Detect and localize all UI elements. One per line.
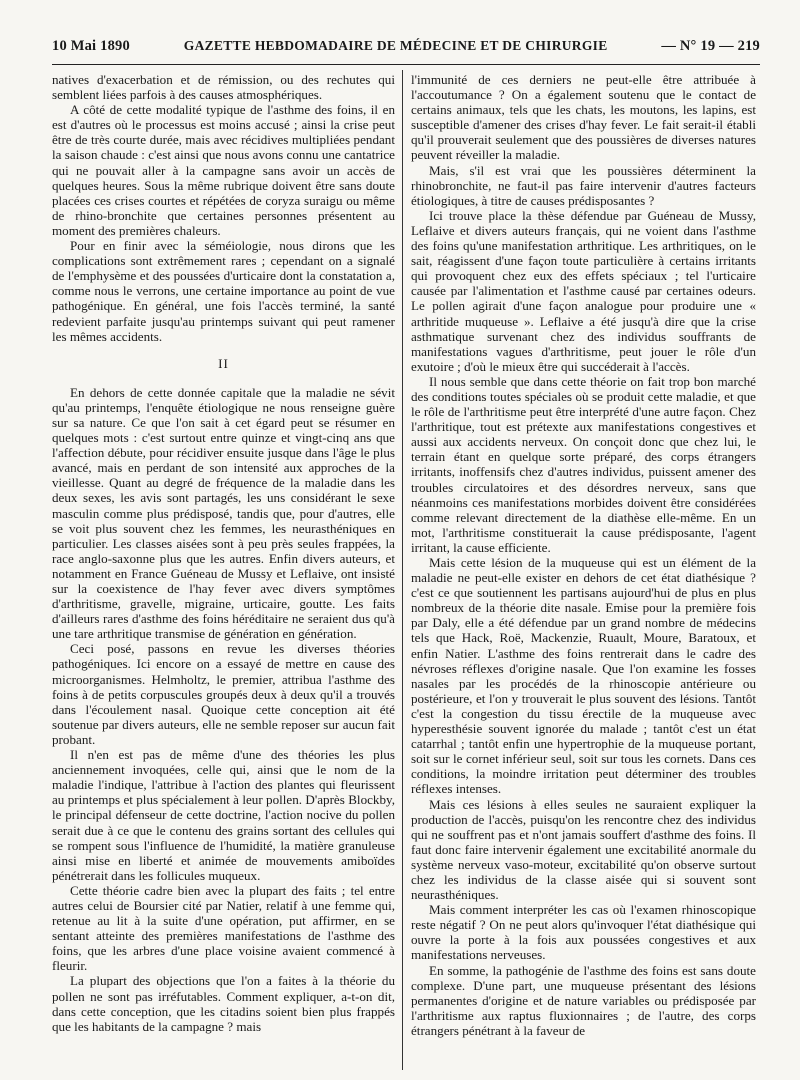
header-journal-title: GAZETTE HEBDOMADAIRE DE MÉDECINE ET DE CHIRURGIE [183,38,608,53]
paragraph: Ici trouve place la thèse défendue par Guéneau de Mussy, Leflaive et divers auteurs français, qui ne voient dans l'asthme des foins qu'une manifestation arthritique. Les arthritiques, on le sait, réagissent d'une façon toute particulière à certains irritants qui provoquent chez eux des effets spéciaux ; tel l'urticaire causée par l'alimentation et l'asthme causé par certaines odeurs. Le pollen agirait d'une façon analogue pour produire une « arthritide muqueuse ». Leflaive a été jusqu'à dire que la crise asthmatique survenant chez des individus souffrants de manifestations vagues d'arthritisme, peut jouer le rôle d'un exutoire ; d'où le mieux être qui succéderait à l'accès. [411,207,756,374]
paragraph: Mais, s'il est vrai que les poussières déterminent la rhinobronchite, ne faut-il pas faire intervenir d'autres facteurs étiologiques, à titre de causes prédisposantes ? [411,162,756,208]
paragraph: A côté de cette modalité typique de l'asthme des foins, il en est d'autres où le processus est moins accusé ; ainsi la crise peut être de très courte durée, mais avec récidives multipliées pendant la saison chaude : c'est ainsi que nous avons connu une cantatrice qui ne pouvait aller à la campagne sans avoir un accès de quelques heures. Sous la même rubrique doivent être sans doute placées ces crises courtes et répétées de coryza suraigu ou même de rhino-bronchite que certaines personnes présentent au moment des premières chaleurs. [52,102,395,238]
paragraph: Mais comment interpréter les cas où l'examen rhinoscopique reste négatif ? On ne peut alors qu'invoquer l'état diathésique qui ouvre la porte à la fois aux poussées congestives et aux manifestations nerveuses. [411,902,756,963]
right-column [411,72,756,1038]
paragraph: Pour en finir avec la séméiologie, nous dirons que les complications sont extrêmement rares ; cependant on a signalé de l'emphysème et des poussées d'urticaire dont la constatation a, comme nous le verrons, une certaine importance au point de vue pathogénique. En général, une fois l'accès terminé, la santé redevient parfaite jusqu'au printemps suivant qui peut ramener les mêmes accidents. [52,238,395,344]
header-issue-page: — N° 19 — 219 [661,38,760,54]
paragraph: Il nous semble que dans cette théorie on fait trop bon marché des conditions toutes spéciales où se produit cette maladie, et que le rôle de l'arthritisme peut être interprété d'une autre façon. Chez l'arthritique, tout est prétexte aux manifestations congestives et aussi aux accidents nerveux. On conçoit donc que chez lui, le terrain étant en quelque sorte préparé, des corps étrangers irritants, inoffensifs chez d'autres individus, puissent amener des troubles circulatoires et des désordres nerveux, sans que néanmoins ces manifestations morbides doivent être considérées comme relevant directement de la diathèse elle-même. En un mot, l'arthritisme constituerait la cause prédisposante, l'agent irritant, la cause efficiente. [411,373,756,555]
left-column [52,72,395,1034]
running-header [52,38,760,62]
section-heading: II [218,355,229,371]
paragraph: Ceci posé, passons en revue les diverses théories pathogéniques. Ici encore on a essayé de mettre en cause des microorganismes. Helmholtz, le premier, attribua l'asthme des foins à de petits corpuscules groupés deux à deux qu'il a trouvés dans l'écoulement nasal. Quoique cette conception ait été soutenue par divers auteurs, elle ne semble reposer sur aucun fait probant. [52,641,395,747]
paragraph: Mais ces lésions à elles seules ne sauraient expliquer la production de l'accès, puisqu'on les rencontre chez des individus qui ne souffrent pas et n'ont jamais souffert d'asthme des foins. Il faut donc faire intervenir également une excitabilité anormale du système nerveux vaso-moteur, excitabilité qu'on observe surtout chez les individus de la classe aisée qui si souvent sont neurasthéniques. [411,796,756,903]
paragraph: Mais cette lésion de la muqueuse qui est un élément de la maladie ne peut-elle exister en dehors de cet état diathésique ? c'est ce que soutiennent les partisans aujourd'hui de plus en plus nombreux de la théorie dite nasale. Emise pour la première fois par Daly, elle a été défendue par un grand nombre de médecins tels que Hack, Roë, Mackenzie, Ruault, Moure, Baratoux, et enfin Natier. L'asthme des foins rentrerait dans le cadre des névroses réflexes d'origine nasale. Que l'on examine les fosses nasales par les procédés de la rhinoscopie antérieure ou postérieure, et l'on y trouverait le plus souvent des lésions. Tantôt c'est la congestion du tissu érectile de la muqueuse avec hyperesthésie souvent ignorée du malade ; tantôt c'est un état catarrhal ; tantôt enfin une hypertrophie de la muqueuse portant, soit sur le cornet inférieur seul, soit sur tous les cornets. Dans ces conditions, la moindre irritation peut déterminer des troubles réflexes intenses. [411,555,756,797]
paragraph: Il n'en est pas de même d'une des théories les plus anciennement invoquées, celle qui, ainsi que le nom de la maladie l'indique, l'attribue à l'action des plantes qui fleurissent au printemps et plus spécialement à leur pollen. D'après Blockby, le principal défenseur de cette doctrine, l'action nocive du pollen serait due à ce que le contenu des grains sortant des cellules qui se rompent sous l'influence de l'humidité, la matière granuleuse ainsi mise en liberté et animée de mouvements amiboïdes pénétrerait dans les follicules muqueux. [52,747,395,883]
header-date: 10 Mai 1890 [52,38,130,54]
header-rule [52,64,760,65]
paragraph: En dehors de cette donnée capitale que la maladie ne sévit qu'au printemps, l'enquête étiologique ne nous renseigne guère sur sa nature. Ce que l'on sait à cet égard peut se résumer en quelques mots : c'est surtout entre quinze et vingt-cinq ans que l'affection débute, pour récidiver ensuite jusque dans l'âge le plus avancé, mais en perdant de son intensité aux approches de la vieillesse. Quant au degré de fréquence de la maladie dans les deux sexes, les avis sont partagés, les uns considérant le sexe masculin comme plus prédisposé, tandis que, pour d'autres, elle se voit plus souvent chez les femmes, les neurasthéniques en particulier. Les classes aisées sont à peu près seules frappées, la race anglo-saxonne plus que les autres. Enfin divers auteurs, et notamment en France Guéneau de Mussy et Leflaive, ont insisté sur la coexistence de l'hay fever avec divers symptômes d'arthritisme, gravelle, migraine, urticaire, goutte. Les faits d'ailleurs rares d'asthme des foins héréditaire ne seraient dus qu'à une tare arthritique transmise de génération en génération. [52,384,395,642]
paragraph: Cette théorie cadre bien avec la plupart des faits ; tel entre autres celui de Boursier cité par Natier, relatif à une femme qui, retenue au lit à la suite d'une opération, put affirmer, en se sentant atteinte des premières manifestations de l'asthme des foins, que les arbres d'une place voisine avaient commencé à fleurir. [52,882,395,974]
paragraph: En somme, la pathogénie de l'asthme des foins est sans doute complexe. D'une part, une muqueuse présentant des lésions permanentes d'origine et de nature variables ou prédisposée par l'arthritisme aux raptus fluxionnaires ; de l'autre, des corps étrangers pénétrant à la faveur de [411,962,756,1038]
paragraph: l'immunité de ces derniers ne peut-elle être attribuée à l'accoutumance ? On a également soutenu que le contact de certains animaux, tels que les chats, les moutons, les lapins, est susceptible d'amener des crises d'hay fever. Le fait serait-il établi qu'il prouverait seulement que des poussières de diverses natures peuvent réveiller la maladie. [411,72,756,163]
paragraph: La plupart des objections que l'on a faites à la théorie du pollen ne sont pas irréfutables. Comment expliquer, a-t-on dit, dans cette conception, que les citadins soient bien plus frappés que les habitants de la campagne ? mais [52,973,395,1034]
column-divider [402,70,403,1070]
paragraph: natives d'exacerbation et de rémission, ou des rechutes qui semblent liées parfois à des causes atmosphériques. [52,72,395,103]
